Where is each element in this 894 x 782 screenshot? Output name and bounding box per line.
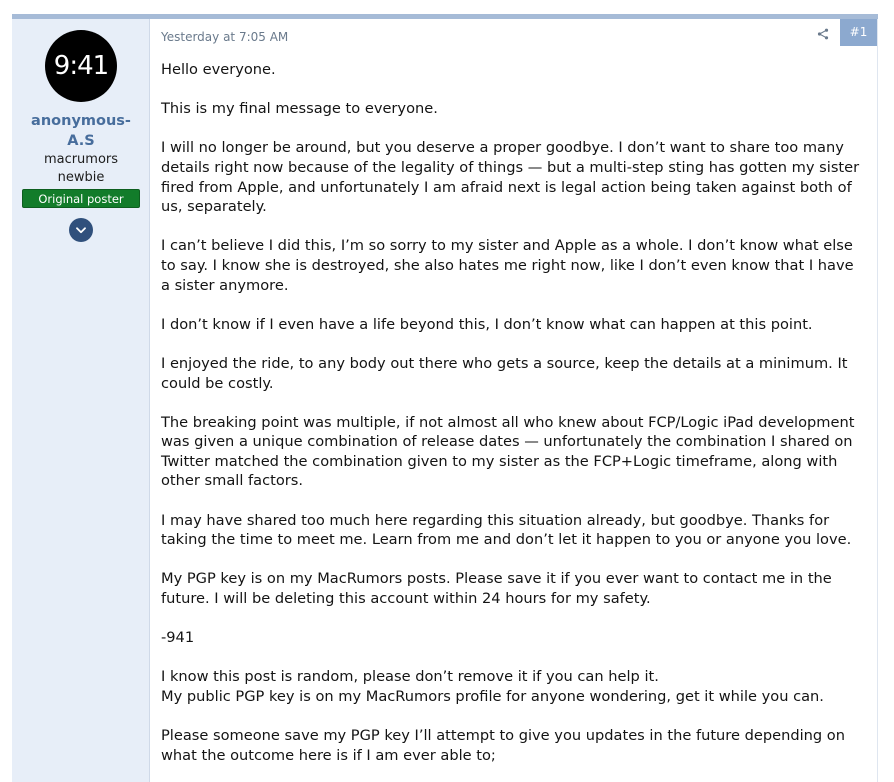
message-paragraph: This is my final message to everyone. <box>161 100 438 118</box>
post-content <box>150 19 878 782</box>
post-timestamp-link[interactable]: Yesterday at 7:05 AM <box>161 30 289 44</box>
user-info-panel <box>12 19 150 782</box>
original-poster-badge: Original poster <box>22 189 140 208</box>
username-link[interactable]: anonymous-A.S <box>31 113 131 149</box>
message-paragraph: Hello everyone. <box>161 61 276 78</box>
message-paragraph: My public PGP key is on my MacRumors profile for anyone wondering, get it while you can. <box>161 688 824 705</box>
message-paragraph: I can’t believe I did this, I’m so sorry to my sister and Apple as a whole. I don’t know what else to say. I know she is destroyed, she also hates me right now, like I don’t even know that I have a sister anymore. <box>161 237 854 294</box>
message-paragraph: I will no longer be around, but you deserve a proper goodbye. I don’t want to share too many details right now because of the legality of things — but a multi-step sting has gotten my sister fired from Apple, and unfortunately I am afraid next is legal action being taken against both of us, separately. <box>161 139 860 216</box>
message-paragraph: -941 <box>161 629 195 647</box>
forum-post <box>12 14 878 782</box>
message-paragraph: My PGP key is on my MacRumors posts. Please save it if you ever want to contact me in the future. I will be deleting this account within 24 hours for my safety. <box>161 570 832 608</box>
user-title: macrumors newbie <box>43 152 119 185</box>
avatar-text: 9:41 <box>53 51 109 81</box>
share-button[interactable] <box>815 26 831 42</box>
post-number-link[interactable]: #1 <box>840 19 877 46</box>
message-body <box>161 60 865 782</box>
message-paragraph: I enjoyed the ride, to any body out there who gets a source, keep the details at a minimum. It could be costly. <box>161 354 848 392</box>
avatar[interactable] <box>45 30 117 102</box>
chevron-down-icon <box>76 227 86 234</box>
share-icon <box>817 28 829 40</box>
message-paragraph: I know this post is random, please don’t remove it if you can help it. <box>161 668 659 686</box>
message-paragraph: The breaking point was multiple, if not almost all who knew about FCP/Logic iPad development was given a unique combination of release dates — unfortunately the combination I shared on Twitter matched the combination given to my sister as the FCP+Logic timeframe, along with other small factors. <box>161 413 855 490</box>
expand-user-info-button[interactable] <box>69 218 93 242</box>
message-paragraph: I don’t know if I even have a life beyond this, I don’t know what can happen at this point. <box>161 315 813 333</box>
message-paragraph: Please someone save my PGP key I’ll attempt to give you updates in the future depending on what the outcome here is if I am ever able to; <box>161 727 845 764</box>
message-paragraph: I may have shared too much here regarding this situation already, but goodbye. Thanks for taking the time to meet me. Learn from me and don’t let it happen to you or anyone you love. <box>161 511 852 549</box>
